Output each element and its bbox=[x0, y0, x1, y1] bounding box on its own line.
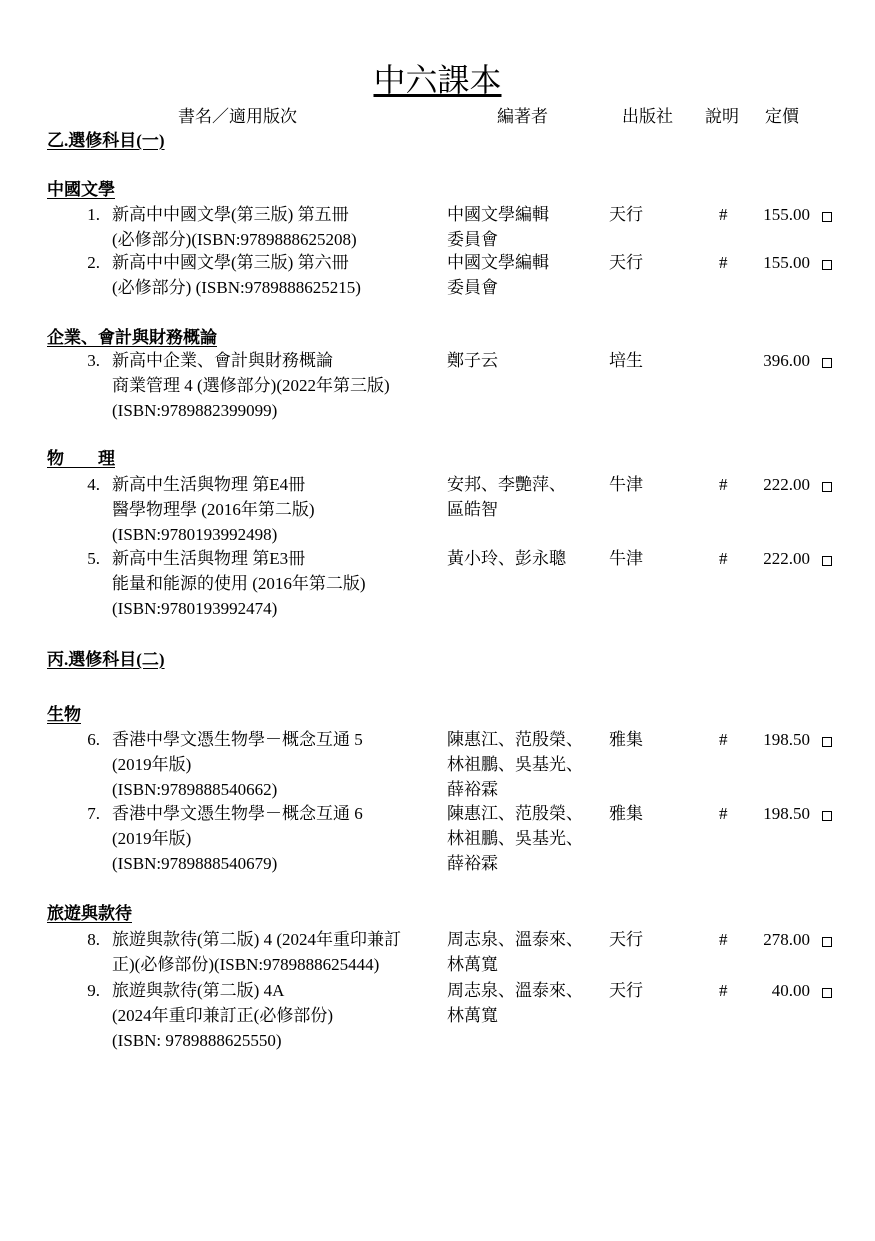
book-author-line: 黃小玲、彭永聰 bbox=[447, 549, 566, 568]
book-order-checkbox[interactable] bbox=[822, 737, 832, 747]
book-order-checkbox[interactable] bbox=[822, 482, 832, 492]
book-price: 155.00 bbox=[763, 253, 810, 272]
book-publisher: 牛津 bbox=[609, 549, 643, 568]
book-title-line: (ISBN:9780193992498) bbox=[112, 525, 278, 544]
book-price: 222.00 bbox=[763, 549, 810, 568]
header-book: 書名／適用版次 bbox=[178, 107, 297, 126]
book-number: 7. bbox=[87, 804, 100, 823]
book-author-line: 周志泉、溫泰來、 bbox=[447, 981, 583, 1000]
book-number: 1. bbox=[87, 205, 100, 224]
book-title-line: (必修部分) (ISBN:9789888625215) bbox=[112, 278, 361, 297]
book-note-mark: # bbox=[719, 981, 728, 1000]
header-price: 定價 bbox=[765, 107, 799, 126]
book-author-line: 鄭子云 bbox=[447, 351, 498, 370]
book-publisher: 天行 bbox=[609, 253, 643, 272]
book-note-mark: # bbox=[719, 475, 728, 494]
book-title-line: 正)(必修部份)(ISBN:9789888625444) bbox=[112, 955, 380, 974]
book-title-line: (必修部分)(ISBN:9789888625208) bbox=[112, 230, 357, 249]
book-price: 198.50 bbox=[763, 804, 810, 823]
book-title-line: 新高中中國文學(第三版) 第五冊 bbox=[112, 205, 349, 224]
book-price: 396.00 bbox=[763, 351, 810, 370]
book-title-line: 香港中學文憑生物學－概念互通 5 bbox=[112, 730, 363, 749]
book-number: 6. bbox=[87, 730, 100, 749]
book-author-line: 安邦、李艷萍、 bbox=[447, 475, 566, 494]
book-number: 4. bbox=[87, 475, 100, 494]
book-author-line: 中國文學編輯 bbox=[447, 205, 549, 224]
book-author-line: 區皓智 bbox=[447, 500, 498, 519]
book-author-line: 林祖鵬、吳基光、 bbox=[447, 755, 583, 774]
book-title-line: (ISBN: 9789888625550) bbox=[112, 1031, 282, 1050]
book-order-checkbox[interactable] bbox=[822, 212, 832, 222]
book-author-line: 陳惠江、范殷榮、 bbox=[447, 730, 583, 749]
book-title-line: (ISBN:9780193992474) bbox=[112, 599, 278, 618]
book-title-line: 新高中企業、會計與財務概論 bbox=[112, 351, 333, 370]
book-note-mark: # bbox=[719, 930, 728, 949]
section-elective-2: 丙.選修科目(二) bbox=[47, 650, 165, 669]
book-title-line: 旅遊與款待(第二版) 4A bbox=[112, 981, 285, 1000]
book-note-mark: # bbox=[719, 205, 728, 224]
book-title-line: 醫學物理學 (2016年第二版) bbox=[112, 500, 315, 519]
book-publisher: 天行 bbox=[609, 205, 643, 224]
book-order-checkbox[interactable] bbox=[822, 556, 832, 566]
book-author-line: 林祖鵬、吳基光、 bbox=[447, 829, 583, 848]
book-price: 40.00 bbox=[771, 981, 810, 1000]
book-title-line: 新高中生活與物理 第E4冊 bbox=[112, 475, 306, 494]
book-price: 278.00 bbox=[763, 930, 810, 949]
header-publisher: 出版社 bbox=[622, 107, 673, 126]
book-author-line: 陳惠江、范殷榮、 bbox=[447, 804, 583, 823]
book-number: 8. bbox=[87, 930, 100, 949]
subject-chinese-literature: 中國文學 bbox=[47, 180, 115, 199]
subject-tourism: 旅遊與款待 bbox=[47, 904, 132, 923]
subject-physics: 物 理 bbox=[47, 449, 115, 468]
book-title-line: 新高中生活與物理 第E3冊 bbox=[112, 549, 306, 568]
book-author-line: 中國文學編輯 bbox=[447, 253, 549, 272]
header-author: 編著者 bbox=[497, 107, 548, 126]
book-author-line: 薛裕霖 bbox=[447, 854, 498, 873]
book-title-line: (2019年版) bbox=[112, 829, 192, 848]
book-title-line: 香港中學文憑生物學－概念互通 6 bbox=[112, 804, 363, 823]
book-order-checkbox[interactable] bbox=[822, 811, 832, 821]
book-title-line: 新高中中國文學(第三版) 第六冊 bbox=[112, 253, 349, 272]
book-publisher: 牛津 bbox=[609, 475, 643, 494]
book-publisher: 培生 bbox=[609, 351, 643, 370]
book-number: 2. bbox=[87, 253, 100, 272]
book-publisher: 雅集 bbox=[609, 730, 643, 749]
page-title: 中六課本 bbox=[373, 62, 502, 98]
book-note-mark: # bbox=[719, 549, 728, 568]
subject-biology: 生物 bbox=[47, 705, 81, 724]
book-title-line: (ISBN:9789882399099) bbox=[112, 401, 278, 420]
book-author-line: 周志泉、溫泰來、 bbox=[447, 930, 583, 949]
book-title-line: (2024年重印兼訂正(必修部份) bbox=[112, 1006, 333, 1025]
book-note-mark: # bbox=[719, 804, 728, 823]
book-publisher: 雅集 bbox=[609, 804, 643, 823]
book-order-checkbox[interactable] bbox=[822, 988, 832, 998]
book-order-checkbox[interactable] bbox=[822, 937, 832, 947]
book-publisher: 天行 bbox=[609, 981, 643, 1000]
book-title-line: (ISBN:9789888540662) bbox=[112, 780, 278, 799]
book-author-line: 委員會 bbox=[447, 230, 498, 249]
book-author-line: 林萬寬 bbox=[447, 955, 498, 974]
header-note: 說明 bbox=[705, 107, 739, 126]
book-number: 5. bbox=[87, 549, 100, 568]
subject-bafs: 企業、會計與財務概論 bbox=[47, 328, 217, 347]
book-author-line: 薛裕霖 bbox=[447, 780, 498, 799]
book-title-line: (ISBN:9789888540679) bbox=[112, 854, 278, 873]
book-title-line: 能量和能源的使用 (2016年第二版) bbox=[112, 574, 366, 593]
book-order-checkbox[interactable] bbox=[822, 358, 832, 368]
book-order-checkbox[interactable] bbox=[822, 260, 832, 270]
book-title-line: 商業管理 4 (選修部分)(2022年第三版) bbox=[112, 376, 390, 395]
book-author-line: 林萬寬 bbox=[447, 1006, 498, 1025]
section-elective-1: 乙.選修科目(一) bbox=[47, 131, 165, 150]
book-number: 9. bbox=[87, 981, 100, 1000]
book-note-mark: # bbox=[719, 253, 728, 272]
book-number: 3. bbox=[87, 351, 100, 370]
book-title-line: (2019年版) bbox=[112, 755, 192, 774]
book-price: 155.00 bbox=[763, 205, 810, 224]
book-price: 222.00 bbox=[763, 475, 810, 494]
book-price: 198.50 bbox=[763, 730, 810, 749]
book-note-mark: # bbox=[719, 730, 728, 749]
book-title-line: 旅遊與款待(第二版) 4 (2024年重印兼訂 bbox=[112, 930, 401, 949]
book-publisher: 天行 bbox=[609, 930, 643, 949]
book-author-line: 委員會 bbox=[447, 278, 498, 297]
